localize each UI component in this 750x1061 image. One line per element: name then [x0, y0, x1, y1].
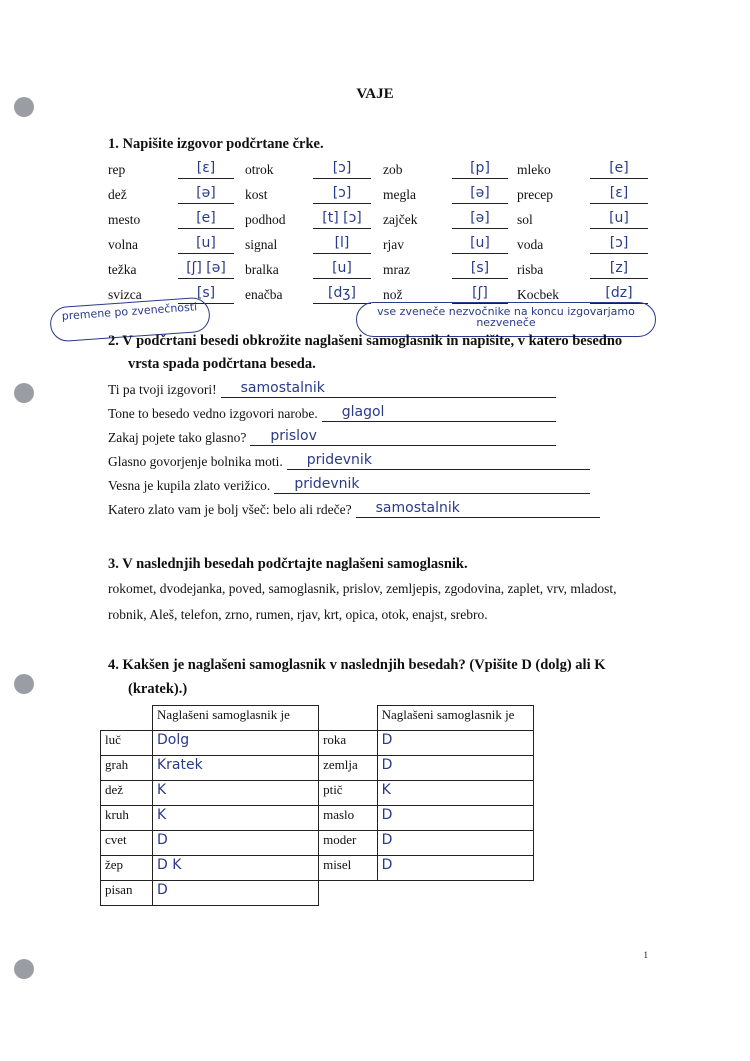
ex2-sentence — [108, 452, 590, 470]
ex1-heading: 1. Napišite izgovor podčrtane črke. — [108, 136, 324, 152]
ex4-answer: Kratek — [153, 756, 319, 781]
ex1-word: mesto — [108, 212, 141, 227]
ex1-word: precep — [517, 187, 553, 202]
ex4-word: maslo — [319, 806, 378, 831]
ex2-heading-line2: vrsta spada podčrtana beseda. — [128, 356, 316, 372]
ex1-answer: [t] [ɔ] — [313, 210, 371, 229]
ex2-sentence-text: Katero zlato vam je bolj všeč: belo ali rdeče? — [108, 502, 352, 517]
ex2-answer: pridevnik — [274, 476, 590, 494]
ex1-word: nož — [383, 287, 403, 302]
ex4-word: pisan — [101, 881, 153, 906]
ex4-empty-cell — [377, 881, 533, 906]
ex1-answer: [ʃ] [ə] — [178, 260, 234, 279]
ex3-heading: 3. V naslednjih besedah podčrtajte naglašeni samoglasnik. — [108, 556, 468, 572]
ex4-word: cvet — [101, 831, 153, 856]
ex4-answer: K — [153, 781, 319, 806]
ex1-answer: [e] — [590, 160, 648, 179]
ex1-answer: [p] — [452, 160, 508, 179]
ex1-answer: [ɛ] — [590, 185, 648, 204]
ex4-row — [101, 781, 534, 806]
ex4-header-blank — [101, 706, 153, 731]
handwritten-note-right: vse zveneče nezvočnike na koncu izgovarjamo nezveneče — [356, 302, 656, 337]
ex1-word: volna — [108, 237, 138, 252]
ex4-row — [101, 856, 534, 881]
ex1-answer: [ɔ] — [590, 235, 648, 254]
ex1-word: rep — [108, 162, 126, 177]
ex4-answer: D — [377, 806, 533, 831]
ex4-header-blank — [319, 706, 378, 731]
ex1-answer: [l] — [313, 235, 371, 254]
ex1-word: risba — [517, 262, 544, 277]
handwritten-note-left: premene po zvenečnosti — [49, 296, 211, 342]
ex4-word: moder — [319, 831, 378, 856]
ex4-row — [101, 756, 534, 781]
ex4-answer: D — [377, 756, 533, 781]
ex1-word: bralka — [245, 262, 279, 277]
ex2-answer: prislov — [250, 428, 556, 446]
ex4-heading-line1: 4. Kakšen je naglašeni samoglasnik v naslednjih besedah? (Vpišite D (dolg) ali K — [108, 657, 606, 673]
ex1-answer: [ɔ] — [313, 185, 371, 204]
ex1-word: podhod — [245, 212, 286, 227]
ex2-sentence — [108, 380, 556, 398]
ex1-word: Kocbek — [517, 287, 559, 302]
ex1-word: svizca — [108, 287, 142, 302]
punch-hole — [14, 674, 34, 694]
ex2-sentence — [108, 428, 556, 446]
ex1-word: voda — [517, 237, 544, 252]
ex4-col-header: Naglašeni samoglasnik je — [153, 706, 319, 731]
ex4-row — [101, 731, 534, 756]
ex4-word: žep — [101, 856, 153, 881]
ex1-word: kost — [245, 187, 268, 202]
ex1-word: zob — [383, 162, 403, 177]
ex2-sentence-text: Glasno govorjenje bolnika moti. — [108, 454, 283, 469]
ex1-word: sol — [517, 212, 533, 227]
ex1-word: megla — [383, 187, 416, 202]
ex4-empty-cell — [319, 881, 378, 906]
ex4-word: dež — [101, 781, 153, 806]
ex1-word: zajček — [383, 212, 418, 227]
ex3-line1: rokomet, dvodejanka, poved, samoglasnik, prislov, zemljepis, zgodovina, zaplet, vrv, mladost, — [108, 581, 617, 596]
ex1-answer: [u] — [452, 235, 508, 254]
ex1-answer: [ə] — [178, 185, 234, 204]
ex4-answer: D — [377, 731, 533, 756]
ex4-answer: D K — [153, 856, 319, 881]
ex4-word: roka — [319, 731, 378, 756]
ex1-answer: [u] — [178, 235, 234, 254]
ex2-sentence-text: Tone to besedo vedno izgovori narobe. — [108, 406, 318, 421]
ex4-answer: Dolg — [153, 731, 319, 756]
ex1-answer: [dʒ] — [313, 285, 371, 304]
ex2-sentence — [108, 500, 600, 518]
ex1-answer: [u] — [590, 210, 648, 229]
ex2-sentence-text: Ti pa tvoji izgovori! — [108, 382, 217, 397]
ex2-sentence — [108, 476, 590, 494]
ex4-word: luč — [101, 731, 153, 756]
ex1-word: mleko — [517, 162, 551, 177]
ex4-row — [101, 806, 534, 831]
ex1-answer: [ɔ] — [313, 160, 371, 179]
ex1-word: otrok — [245, 162, 274, 177]
ex1-answer: [z] — [590, 260, 648, 279]
ex1-answer: [u] — [313, 260, 371, 279]
ex2-answer: samostalnik — [221, 380, 556, 398]
ex4-row — [101, 831, 534, 856]
ex4-answer: K — [153, 806, 319, 831]
ex4-word: kruh — [101, 806, 153, 831]
ex2-sentence-text: Vesna je kupila zlato verižico. — [108, 478, 271, 493]
ex4-answer: K — [377, 781, 533, 806]
ex4-answer: D — [377, 831, 533, 856]
ex4-row — [101, 881, 534, 906]
ex4-word: zemlja — [319, 756, 378, 781]
ex4-table — [100, 705, 534, 906]
ex1-answer: [ɛ] — [178, 160, 234, 179]
punch-hole — [14, 959, 34, 979]
ex1-answer: [e] — [178, 210, 234, 229]
ex4-header-row — [101, 706, 534, 731]
ex2-heading-line1: 2. V podčrtani besedi obkrožite naglašeni samoglasnik in napišite, v katero besedno — [108, 333, 623, 349]
ex1-word: enačba — [245, 287, 283, 302]
page-number: 1 — [643, 950, 648, 960]
ex4-word: ptič — [319, 781, 378, 806]
ex1-word: dež — [108, 187, 127, 202]
ex1-word: mraz — [383, 262, 410, 277]
ex2-sentence — [108, 404, 556, 422]
ex2-sentence-text: Zakaj pojete tako glasno? — [108, 430, 247, 445]
ex1-word: rjav — [383, 237, 404, 252]
ex1-word: signal — [245, 237, 278, 252]
ex2-answer: samostalnik — [356, 500, 600, 518]
ex4-heading-line2: (kratek).) — [128, 681, 188, 697]
ex3-line2: robnik, Aleš, telefon, zrno, rumen, rjav, krt, opica, otok, enajst, srebro. — [108, 607, 488, 622]
ex4-word: misel — [319, 856, 378, 881]
ex4-answer: D — [153, 881, 319, 906]
ex1-answer: [ə] — [452, 185, 508, 204]
ex4-answer: D — [377, 856, 533, 881]
ex1-answer: [ʃ] — [452, 285, 508, 304]
ex1-answer: [s] — [178, 285, 234, 304]
ex2-answer: glagol — [322, 404, 556, 422]
ex4-answer: D — [153, 831, 319, 856]
ex1-answer: [dz] — [590, 285, 648, 304]
ex1-answer: [ə] — [452, 210, 508, 229]
ex4-word: grah — [101, 756, 153, 781]
ex4-col-header: Naglašeni samoglasnik je — [377, 706, 533, 731]
ex1-word: težka — [108, 262, 137, 277]
ex2-answer: pridevnik — [287, 452, 590, 470]
page-title: VAJE — [356, 86, 394, 102]
punch-hole — [14, 383, 34, 403]
ex1-answer: [s] — [452, 260, 508, 279]
